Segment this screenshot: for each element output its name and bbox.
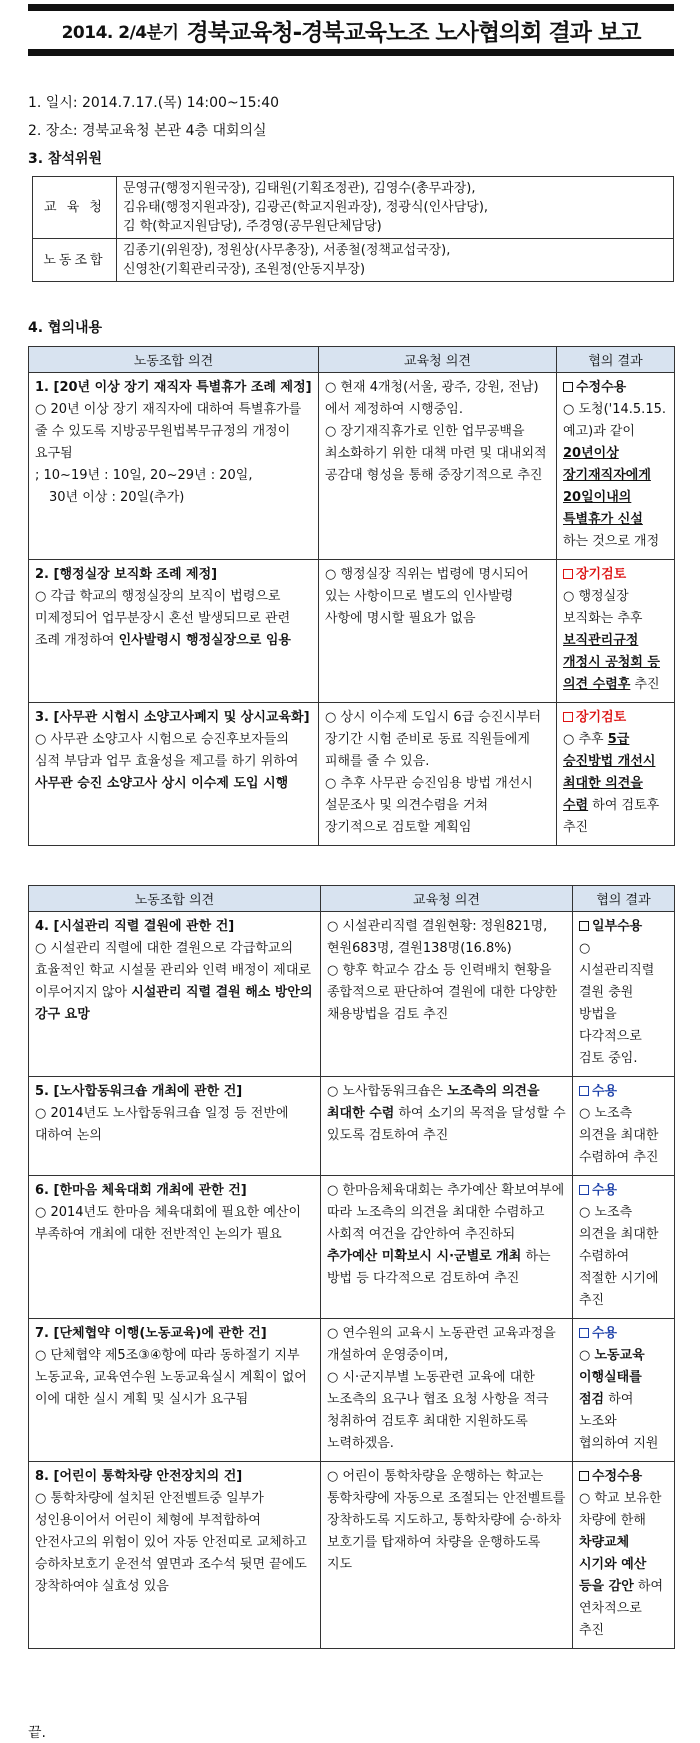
result-text-segment: 보직관리규정 개정시 공청회 등 의견 수렴후 [563, 633, 660, 692]
result-text-segment: ○ 학교 보유한 차량에 한해 [579, 1491, 662, 1528]
union-opinion-detail: ; 10~19년 : 10일, 20~29년 : 20일, [35, 468, 253, 483]
union-opinion-segment: ○ 각급 학교의 행정실장의 보직이 법령으로 미제정되어 업무분장시 혼선 발생되므로 관련 조례 개정하여 [35, 589, 291, 648]
office-opinion-segment: ○ 현재 4개청(서울, 광주, 강원, 전남)에서 제정하여 시행중임. [325, 380, 539, 417]
union-opinion-text [35, 1103, 314, 1147]
union-opinion-segment: 사무관 승진 소양고사 상시 이수제 도입 시행 [35, 776, 289, 791]
union-opinion-text [35, 1202, 314, 1246]
union-opinion-text [35, 586, 312, 652]
agenda-row [29, 703, 675, 846]
result-text-segment: 하여 노조와 협의하여 지원 [579, 1392, 659, 1451]
checkbox-icon [563, 712, 573, 722]
result-status-badge [579, 1081, 668, 1103]
result-status-badge [579, 916, 668, 938]
column-header-union: 노동조합 의견 [29, 347, 319, 373]
result-status-badge [579, 1466, 668, 1488]
column-header-office: 교육청 의견 [319, 347, 557, 373]
checkbox-icon [579, 921, 589, 931]
result-text-segment: ○ 행정실장 보직화는 추후 [563, 589, 643, 626]
checkbox-icon [579, 1471, 589, 1481]
result-status-badge [563, 377, 668, 399]
union-opinion-segment: ○ 2014년도 노사합동워크숍 일정 등 전반에 대하여 논의 [35, 1106, 289, 1143]
column-header-union: 노동조합 의견 [29, 886, 321, 912]
office-opinion-segment: 하여 소기의 목적을 달성할 수 있도록 검토하여 추진 [327, 1106, 566, 1143]
checkbox-icon [579, 1185, 589, 1195]
result-text [579, 938, 668, 1070]
office-opinion-segment: ○ 행정실장 직위는 법령에 명시되어 있는 사항이므로 별도의 인사발령 사항에 명시할 필요가 없음 [325, 567, 529, 626]
result-text [563, 586, 668, 696]
result-cell [573, 912, 675, 1077]
result-status-badge [579, 1180, 668, 1202]
result-text-segment: 하는 것으로 개정 [563, 534, 660, 549]
office-opinion-segment: 하는 방법 등 다각적으로 검토하여 추진 [327, 1249, 551, 1286]
agenda-item-title: 1. [20년 이상 장기 재직자 특별휴가 조례 제정] [35, 380, 312, 395]
result-cell [557, 373, 675, 560]
members-line: 김 학(학교지원담당), 주경영(공무원단체담당) [123, 219, 382, 234]
result-status-label: 일부수용 [592, 919, 643, 934]
result-text-segment: ○ 시설관리직렬 결원 충원 방법을 다각적으로 검토 중임. [579, 941, 655, 1066]
union-opinion-cell [29, 1462, 321, 1649]
result-status-badge [563, 564, 668, 586]
agenda-item-title: 3. [사무관 시험시 소양고사폐지 및 상시교육화] [35, 710, 310, 725]
agenda-table-2 [28, 885, 675, 1649]
members-heading: 3. 참석위원 [28, 151, 103, 167]
union-opinion-segment: 시설관리 직렬 결원 해소 방안의 강구 요망 [35, 985, 313, 1022]
agenda-item-title: 4. [시설관리 직렬 결원에 관한 건] [35, 919, 235, 934]
agenda-item-title: 2. [행정실장 보직화 조례 제정] [35, 567, 218, 582]
content-heading: 4. 협의내용 [28, 320, 103, 336]
agenda-row [29, 912, 675, 1077]
result-text-segment: ○ 노조측 의견을 최대한 수렴하여 적절한 시기에 추진 [579, 1205, 659, 1308]
result-text-segment: 5급 승진방법 개선시 최대한 의견을 수렴 [563, 732, 656, 813]
result-cell [573, 1462, 675, 1649]
agenda-table-1 [28, 346, 675, 846]
result-status-label: 장기검토 [576, 567, 627, 582]
office-opinion-cell [319, 703, 557, 846]
members-org-office: 교 육 청 [33, 177, 117, 239]
result-text-segment: ○ 추후 [563, 732, 604, 747]
members-row-office [33, 177, 674, 239]
meeting-date: 1. 일시: 2014.7.17.(목) 14:00~15:40 [28, 95, 280, 111]
members-table [32, 176, 674, 282]
result-status-label: 장기검토 [576, 710, 627, 725]
result-text [563, 399, 668, 553]
union-opinion-cell [29, 1077, 321, 1176]
checkbox-icon [563, 569, 573, 579]
office-opinion-segment: 노조측의 의견을 최대한 수렴 [327, 1084, 540, 1121]
union-opinion-segment: ○ 시설관리 직렬에 대한 결원으로 각급학교의 효율적인 학교 시설물 관리와 인력 배정이 제대로 이루어지지 않아 [35, 941, 311, 1000]
result-cell [557, 703, 675, 846]
agenda-row [29, 1462, 675, 1649]
members-org-union: 노동조합 [33, 239, 117, 282]
agenda-item-title: 5. [노사합동워크숍 개최에 관한 건] [35, 1084, 243, 1099]
agenda-item-title: 6. [한마음 체육대회 개최에 관한 건] [35, 1183, 247, 1198]
result-status-label: 수정수용 [592, 1469, 643, 1484]
union-opinion-detail: 30년 이상 : 20일(추가) [49, 490, 185, 505]
checkbox-icon [563, 382, 573, 392]
office-opinion-cell [319, 560, 557, 703]
members-line: 문영규(행정지원국장), 김태원(기획조정관), 김영수(총무과장), [123, 181, 476, 196]
members-line: 신영찬(기획관리국장), 조원정(안동지부장) [123, 262, 366, 277]
agenda-item-title: 8. [어린이 통학차량 안전장치의 건] [35, 1469, 243, 1484]
union-opinion-text [35, 1345, 314, 1411]
office-opinion-segment: ○ 향후 학교수 감소 등 인력배치 현황을 종합적으로 판단하여 결원에 대한 다양한 채용방법을 검토 추진 [327, 963, 558, 1022]
office-opinion-segment: ○ 시·군지부별 노동관련 교육에 대한 노조측의 요구나 협조 요청 사항을 적극 청취하여 검토후 최대한 지원하도록 노력하겠음. [327, 1370, 549, 1451]
union-opinion-cell [29, 912, 321, 1077]
result-status-label: 수용 [592, 1183, 618, 1198]
column-header-result: 협의 결과 [557, 347, 675, 373]
members-list-office [117, 177, 674, 239]
members-line: 김종기(위원장), 정원상(사무총장), 서종철(정책교섭국장), [123, 243, 451, 258]
union-opinion-segment: ○ 20년 이상 장기 재직자에 대하여 특별휴가를 줄 수 있도록 지방공무원법복무규정의 개정이 요구됨 [35, 402, 302, 461]
members-line: 김유태(행정지원과장), 김광곤(학교지원과장), 정광식(인사담당), [123, 200, 489, 215]
office-opinion-segment: ○ 노사합동워크숍은 [327, 1084, 443, 1099]
union-opinion-text [35, 1488, 314, 1598]
result-cell [573, 1176, 675, 1319]
result-text [579, 1345, 668, 1455]
result-text-segment: ○ 노조측 의견을 최대한 수렴하여 추진 [579, 1106, 659, 1165]
union-opinion-cell [29, 1319, 321, 1462]
members-row-union [33, 239, 674, 282]
result-text [563, 729, 668, 839]
result-status-label: 수용 [592, 1326, 618, 1341]
office-opinion-segment: ○ 어린이 통학차량을 운행하는 학교는 통학차량에 자동으로 조절되는 안전벨트를 장착하도록 지도하고, 통학차량에 승·하차 보호기를 탑재하여 차량을 운행하도록 지도 [327, 1469, 566, 1572]
agenda-row [29, 1077, 675, 1176]
office-opinion-segment: ○ 장기재직휴가로 인한 업무공백을 최소화하기 위한 대책 마련 및 대내외적 공감대 형성을 통해 중장기적으로 추진 [325, 424, 547, 483]
office-opinion-cell [319, 373, 557, 560]
agenda-row [29, 1176, 675, 1319]
result-text-segment: 20년이상 장기재직자에게 20일이내의 특별휴가 신설 [563, 446, 651, 527]
column-header-office: 교육청 의견 [321, 886, 573, 912]
result-status-badge [579, 1323, 668, 1345]
result-status-label: 수정수용 [576, 380, 627, 395]
result-text [579, 1103, 668, 1169]
result-text-segment: 차량교체 시기와 예산 등을 감안 [579, 1535, 647, 1594]
agenda-row [29, 373, 675, 560]
office-opinion-cell [321, 1462, 573, 1649]
union-opinion-cell [29, 1176, 321, 1319]
result-cell [573, 1077, 675, 1176]
union-opinion-segment: ○ 통학차량에 설치된 안전벨트중 일부가 성인용이어서 어린이 체형에 부적합하여 안전사고의 위험이 있어 자동 안전띠로 교체하고 승하차보호기 운전석 옆면과 조수석 뒷면 끝에도 장착하여야 실효성 있음 [35, 1491, 307, 1594]
result-cell [557, 560, 675, 703]
result-status-label: 수용 [592, 1084, 618, 1099]
union-opinion-text [35, 729, 312, 795]
meeting-place: 2. 장소: 경북교육청 본관 4층 대회의실 [28, 123, 267, 139]
result-text-segment: 노동교육 이행실태를 점검 [579, 1348, 645, 1407]
end-mark: 끝. [28, 1725, 46, 1741]
result-text-segment: 하여 연차적으로 추진 [579, 1579, 664, 1638]
report-title-main: 경북교육청-경북교육노조 노사협의회 결과 보고 [186, 19, 641, 46]
checkbox-icon [579, 1328, 589, 1338]
office-opinion-cell [321, 1077, 573, 1176]
result-text [579, 1202, 668, 1312]
office-opinion-cell [321, 912, 573, 1077]
result-status-badge [563, 707, 668, 729]
report-title-prefix: 2014. 2/4분기 [61, 22, 179, 43]
checkbox-icon [579, 1086, 589, 1096]
office-opinion-segment: ○ 연수원의 교육시 노동관련 교육과정을 개설하여 운영중이며, [327, 1326, 556, 1363]
column-header-result: 협의 결과 [573, 886, 675, 912]
union-opinion-cell [29, 703, 319, 846]
union-opinion-text [35, 938, 314, 1026]
result-text-segment: ○ [579, 1348, 591, 1363]
office-opinion-segment: 추가예산 미확보시 시·군별로 개최 [327, 1249, 522, 1264]
agenda-item-title: 7. [단체협약 이행(노동교육)에 관한 건] [35, 1326, 267, 1341]
report-title [28, 4, 674, 56]
result-text [579, 1488, 668, 1642]
office-opinion-segment: ○ 상시 이수제 도입시 6급 승진시부터 장기간 시험 준비로 동료 직원들에게 피해를 줄 수 있음. [325, 710, 542, 769]
office-opinion-cell [321, 1176, 573, 1319]
agenda-row [29, 1319, 675, 1462]
agenda-row [29, 560, 675, 703]
union-opinion-segment: ○ 사무관 소양고사 시험으로 승진후보자들의 심적 부담과 업무 효율성을 제고를 하기 위하여 [35, 732, 299, 769]
union-opinion-cell [29, 560, 319, 703]
union-opinion-segment: ○ 단체협약 제5조③④항에 따라 동하절기 지부 노동교육, 교육연수원 노동교육실시 계획이 없어 이에 대한 실시 계획 및 실시가 요구됨 [35, 1348, 307, 1407]
result-cell [573, 1319, 675, 1462]
result-text-segment: ○ 도청('14.5.15. 예고)과 같이 [563, 402, 666, 439]
members-list-union [117, 239, 674, 282]
union-opinion-text [35, 399, 312, 465]
office-opinion-segment: ○ 시설관리직렬 결원현황: 정원821명, 현원683명, 결원138명(16.8%) [327, 919, 548, 956]
office-opinion-cell [321, 1319, 573, 1462]
union-opinion-cell [29, 373, 319, 560]
union-opinion-segment: ○ 2014년도 한마음 체육대회에 필요한 예산이 부족하여 개최에 대한 전반적인 논의가 필요 [35, 1205, 302, 1242]
office-opinion-segment: ○ 한마음체육대회는 추가예산 확보여부에 따라 노조측의 의견을 최대한 수렴하고 사회적 여건을 감안하여 추진하되 [327, 1183, 565, 1242]
office-opinion-segment: ○ 추후 사무관 승진임용 방법 개선시 설문조사 및 의견수렴을 거쳐 장기적으로 검토할 계획임 [325, 776, 533, 835]
union-opinion-segment: 인사발령시 행정실장으로 임용 [118, 633, 291, 648]
result-text-segment: 추진 [634, 677, 660, 692]
result-text-segment: 하여 검토후 추진 [563, 798, 660, 835]
